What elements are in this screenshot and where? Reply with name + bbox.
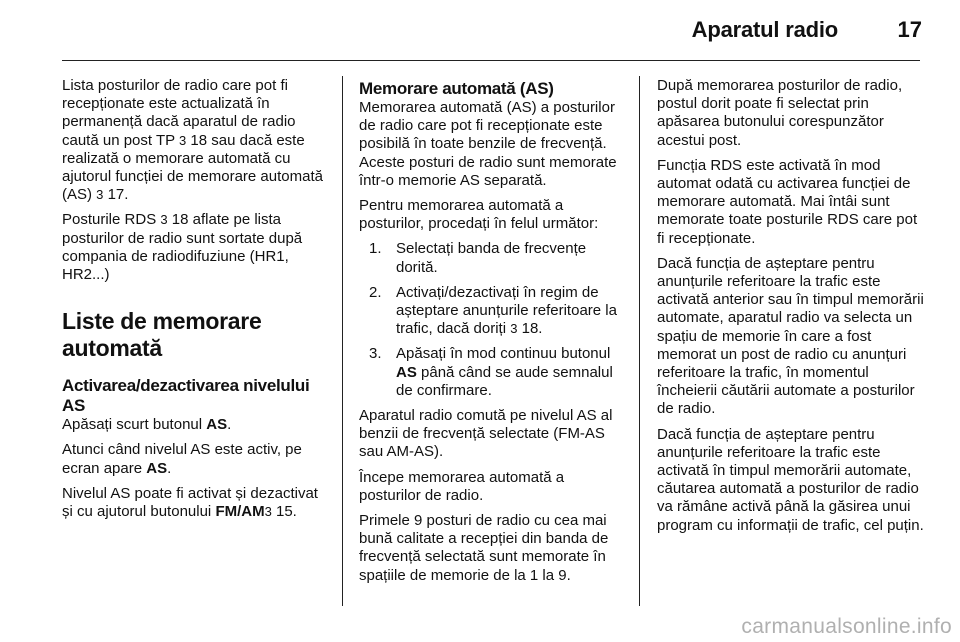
text: . (167, 459, 172, 477)
paragraph: Dacă funcția de așteptare pentru anunțurile referitoare la trafic este activată în timpul memorării automate, căutarea automată a posturilor de radio va rămâne activă până la găsirea unui program cu informații de trafic, cel puțin. (657, 425, 924, 534)
header-rule (62, 60, 920, 61)
subsection-heading: Activarea/dezactivarea nivelului AS (62, 376, 310, 416)
list-item (359, 345, 627, 400)
paragraph: Primele 9 posturi de radio cu cea mai bună calitate a recepției din banda de frecvență selectată sunt memorate în spațiile de memorie de la 1 la 9. (359, 512, 609, 584)
section-heading: Liste de memorare automată (62, 308, 262, 362)
column-3 (657, 77, 925, 542)
text: 17. (103, 186, 129, 204)
paragraph: Memorarea automată (AS) a posturilor de radio care pot fi recepționate este posibilă în toate benzile de frecvență. Aceste posturi de radio sunt memorate într-o memorie AS separată. (359, 99, 617, 189)
column-2 (359, 79, 627, 592)
list-item (359, 240, 627, 276)
page-ref-icon[interactable]: 3 (510, 321, 518, 337)
paragraph: După memorarea posturilor de radio, postul dorit poate fi selectat prin apăsarea butonului corespunzător acestui post. (657, 77, 903, 149)
subsection-heading: Memorare automată (AS) (359, 79, 554, 98)
text: 18. (517, 320, 543, 338)
step-number: 3. (369, 345, 382, 363)
page-title: Aparatul radio (691, 17, 838, 42)
text: Posturile RDS (62, 211, 161, 229)
page-number: 17 (897, 17, 922, 42)
text: 18 aflate pe lista posturilor de radio sunt sortate după compania de radiodifuziune (HR1, HR2...) (62, 211, 303, 284)
paragraph (62, 485, 330, 521)
paragraph: Dacă funcția de așteptare pentru anunțurile referitoare la trafic este activată anterior sau în timpul memorării automate, aparatul radio va selecta un spațiu de memorie în care a fost memorat un post de radio cu anunțuri referitoare la trafic, în momentul încheierii căutării automate a posturilor de radio. (657, 254, 924, 418)
page-ref-icon[interactable]: 3 (160, 212, 168, 228)
paragraph (62, 211, 330, 284)
list-item (359, 284, 627, 339)
step-text (396, 345, 627, 400)
text: Apăsați în mod continuu butonul (396, 345, 611, 363)
paragraph (62, 416, 330, 434)
text: Apăsați scurt butonul (62, 416, 207, 434)
button-name: AS (206, 416, 228, 434)
text: Atunci când nivelul AS este activ, pe ecran apare (62, 441, 302, 477)
step-text: Selectați banda de frecvențe dorită. (396, 240, 587, 276)
text: până când se aude semnalul de confirmare. (396, 363, 613, 399)
page-ref-icon[interactable]: 3 (264, 504, 272, 520)
step-number: 2. (369, 283, 382, 301)
paragraph (62, 441, 330, 477)
paragraph: Aparatul radio comută pe nivelul AS al benzii de frecvență selectate (FM-AS sau AM-AS). (359, 407, 613, 461)
text: . (227, 416, 232, 434)
column-1 (62, 77, 330, 528)
page-ref-icon[interactable]: 3 (179, 132, 187, 148)
column-divider (639, 76, 640, 606)
text: Nivelul AS poate fi activat și dezactivat și cu ajutorul butonului (62, 484, 318, 521)
button-name: AS (396, 363, 417, 381)
display-indicator: AS (146, 459, 168, 477)
text: Activați/dezactivați în regim de așteptare anunțurile referitoare la trafic, dacă doriți (396, 283, 617, 338)
step-number: 1. (369, 240, 382, 258)
paragraph (62, 77, 330, 204)
text: 18 sau dacă este realizată o memorare automată cu ajutorul funcției de memorare automată (AS) (62, 131, 323, 204)
paragraph: Pentru memorarea automată a posturilor, procedați în felul următor: (359, 197, 599, 233)
text: 15. (271, 503, 297, 521)
paragraph: Funcția RDS este activată în mod automat odată cu activarea funcției de memorare automată. Mai întâi sunt memorate toate posturile RDS care pot fi recepționate. (657, 156, 918, 247)
column-divider (342, 76, 343, 606)
button-name: FM/AM (215, 503, 265, 521)
steps-list (359, 240, 627, 400)
watermark: carmanualsonline.info (741, 615, 952, 638)
step-text (396, 284, 627, 339)
page-ref-icon[interactable]: 3 (96, 187, 104, 203)
text: Lista posturilor de radio care pot fi recepționate este actualizată în permanență dacă aparatul de radio caută un post TP (62, 77, 296, 149)
paragraph: Începe memorarea automată a posturilor de radio. (359, 468, 565, 504)
